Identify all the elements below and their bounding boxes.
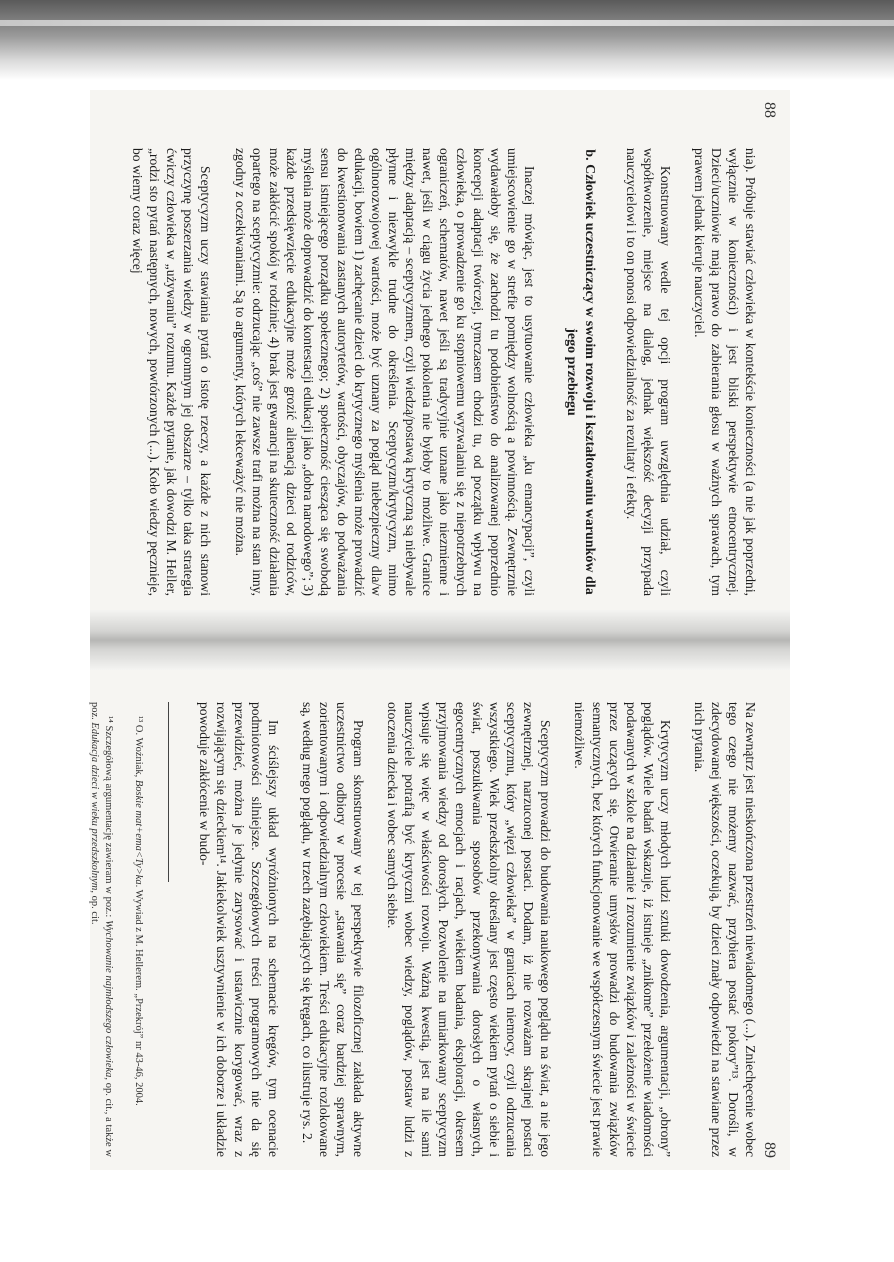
book-spread xyxy=(90,90,790,1170)
page-number-right: 89 xyxy=(761,1142,778,1158)
footnote-14-title-2: Edukacja dzieci w wieku przedszkolnym xyxy=(89,722,101,891)
left-page xyxy=(90,90,790,620)
footnote-divider xyxy=(168,702,169,882)
footnote-14 xyxy=(88,702,115,1157)
footnote-14-mid: , op. cit., a także w poz. xyxy=(89,702,114,1158)
footnote-13-suffix: . Wywiad z M. Hellerem. „Przekrój” nr 43-46, 2004. xyxy=(133,884,145,1106)
left-paragraph-1: nia). Próbuje stawiać człowieka w kontekście konieczności (a nie jak poprzedni, wyłącznie w konieczności) i jest bliski perspektywie etnocentrycznej. Dzieci/uczniowie mają prawo do zabierania głosu w ważnych sprawach, tym prawem jednak kieruje nauczyciel. xyxy=(691,148,758,596)
footnote-14-prefix: ¹⁴ Szczegółową argumentację zawieram w poz.: xyxy=(102,716,114,921)
left-paragraph-2: Konstruowany wedle tej opcji program uwzględnia udział, czyli współtworzenie, miejsce na dialog, jednak większość decyzji przypada nauczycielowi i to on ponosi odpowiedzialność za rezultaty i efekty. xyxy=(623,148,673,596)
right-paragraph-4: Program skonstruowany w tej perspektywie filozoficznej zakłada aktywne uczestnictwo odbiory w procesie „stawania się” coraz bardziej sprawnym, zorientowanym i odpowiedzialnym człowiekiem. Treści edukacyjne rozlokowane są, według mego poglądu, w trzech zazębiających się kręgach, co ilustruje rys. 2. xyxy=(299,702,366,1157)
left-paragraph-4: Sceptycyzm uczy stawiania pytań o istotę rzeczy, a każde z nich stanowi przyczynę poszerzania wiedzy w ogromnym jej obszarze – tylko taka strategia ćwiczy człowieka w „używaniu” rozumu. Każde pytanie, jak dowodzi M. Heller, „rodzi sto pytań następnych, nowych, powtórzonych (...). Koło wiedzy pęcznieje, bo wiemy coraz więcej xyxy=(130,148,214,596)
footnote-14-suffix: , op. cit. xyxy=(89,890,101,925)
scan-shadow xyxy=(0,0,894,80)
right-paragraph-3: Sceptycyzm prowadzi do budowania naukowego poglądu na świat, a nie jego zewnętrznej, narzuconej postaci. Dodam, iż nie rozważam skrajnej postaci sceptycyzmu, który „więzi człowieka” w granicach niemocy, czyli odrzucania wszystkiego. Wiek przedszkolny określany jest często wiekiem pytań o siebie i świat, poszukiwania sposobów przekonywania dorosłych o własnych, egocentrycznych emocjach i racjach, wiekiem badania, eksploracji, okresem przyjmowania wiedzy od dorosłych. Pozwolenie na umiarkowany sceptycyzm wpisuje się więc w właściwości rozwoju. Ważną kwestią, jest na ile sami nauczyciele potrafią być krytyczni wobec wiedzy, poglądów, postaw ludzi z otoczenia dziecka i wobec samych siebie. xyxy=(384,702,554,1157)
right-page-text xyxy=(71,702,776,1157)
section-heading: b. Człowiek uczestniczący w swoim rozwoju i kształtowaniu warunków dla jego przebiegu xyxy=(564,149,597,595)
left-page-text xyxy=(112,148,776,596)
right-paragraph-2: Krytycyzm uczy młodych ludzi sztuki dowodzenia, argumentacji, „obrony” poglądów. Wiele badań wskazuje, iż istnieje „znikome” przełożenie wiadomości podawanych w szkole na działanie i zrozumienie związków i zależności w świecie przez uczących się. Otwieranie umysłów prowadzi do budowania związków semantycznych, bez których funkcjonowanie we współczesnym świecie jest prawie niemożliwe. xyxy=(572,702,673,1157)
page-number-left: 88 xyxy=(761,102,778,118)
footnote-13 xyxy=(132,702,146,1157)
scan-edge xyxy=(0,20,894,26)
right-paragraph-5: Im ściślejszy układ wyróżnionych na schemacie kręgów, tym ocenacie podmiotowości silniejsze. Szczegółowych treści programowych nie da się przewidzieć, można je jedynie zarysować i ustawicznie korygować, wraz z rozwijającym się dzieckiem¹⁴. Jakiekolwiek usztywnienie w ich doborze i układzie powoduje zakłócenie w budo- xyxy=(197,702,281,1157)
left-paragraph-3: Inaczej mówiąc, jest to usytuowanie człowieka „ku emancypacji”, czyli umiejscowienie go w strefie pomiędzy wolnością a powinnością. Zewnętrznie wydawałoby się, że zachodzi tu podobieństwo do analizowanej poprzednio koncepcji adaptacji twórczej, tymczasem chodzi tu, od początku wpływu na człowieka, o prowadzenie go ku stopniowemu wyzwalaniu się z niepotrzebnych ograniczeń, schematów, nawet jeśli są tradycyjnie uznane jako niezmienne i nawet, jeśli w ciągu życia jednego pokolenia nie byłoby to możliwe. Granice między adaptacją – sceptycyzmem, czyli wiedzą/postawą krytyczną są niebywale płynne i niezwykle trudne do określenia. Sceptycyzm/krytycyzm, mimo ogólnorozwojowej wartości, może być uznany za pogląd niebezpieczny dla/w edukacji, bowiem 1) zachęcanie dzieci do krytycznego myślenia może prowadzić do kwestionowania zastanych autorytetów, wartości, obyczajów, do podważania sensu istniejącego porządku społecznego; 2) społeczność ciesząca się swobodą myślenia może doprowadzić do kontestacji edukacji jako „dobra narodowego”; 3) każde przedsięwzięcie edukacyjne może grozić alienacją dzieci od rodziców, może zakłócić spokój w rodzinie; 4) brak jest gwarancji na skuteczność działania opartego na sceptycyzmie: odrzucając „coś” nie zawsze trafi można na stan inny, zgodny z oczekiwaniami. Są to argumenty, których lekceważyć nie można. xyxy=(232,148,538,596)
footnote-14-title: Wychowanie najmłodszego człowieka xyxy=(102,920,114,1078)
footnote-13-title: Boskie mat+ema<Ty>ka xyxy=(133,779,145,885)
right-page xyxy=(90,650,790,1170)
right-paragraph-1: Na zewnątrz jest nieskończona przestrzeń niewiadomego (...). Zniechęcenie wobec tego czego nie możemy nazwać, przybiera postać pokory”¹³. Dorośli, w zdecydowanej większości, oczekują, by dzieci znały odpowiedzi na stawiane przez nich pytania. xyxy=(691,702,758,1157)
footnote-13-prefix: ¹³ O. Woźniak, xyxy=(133,716,145,780)
